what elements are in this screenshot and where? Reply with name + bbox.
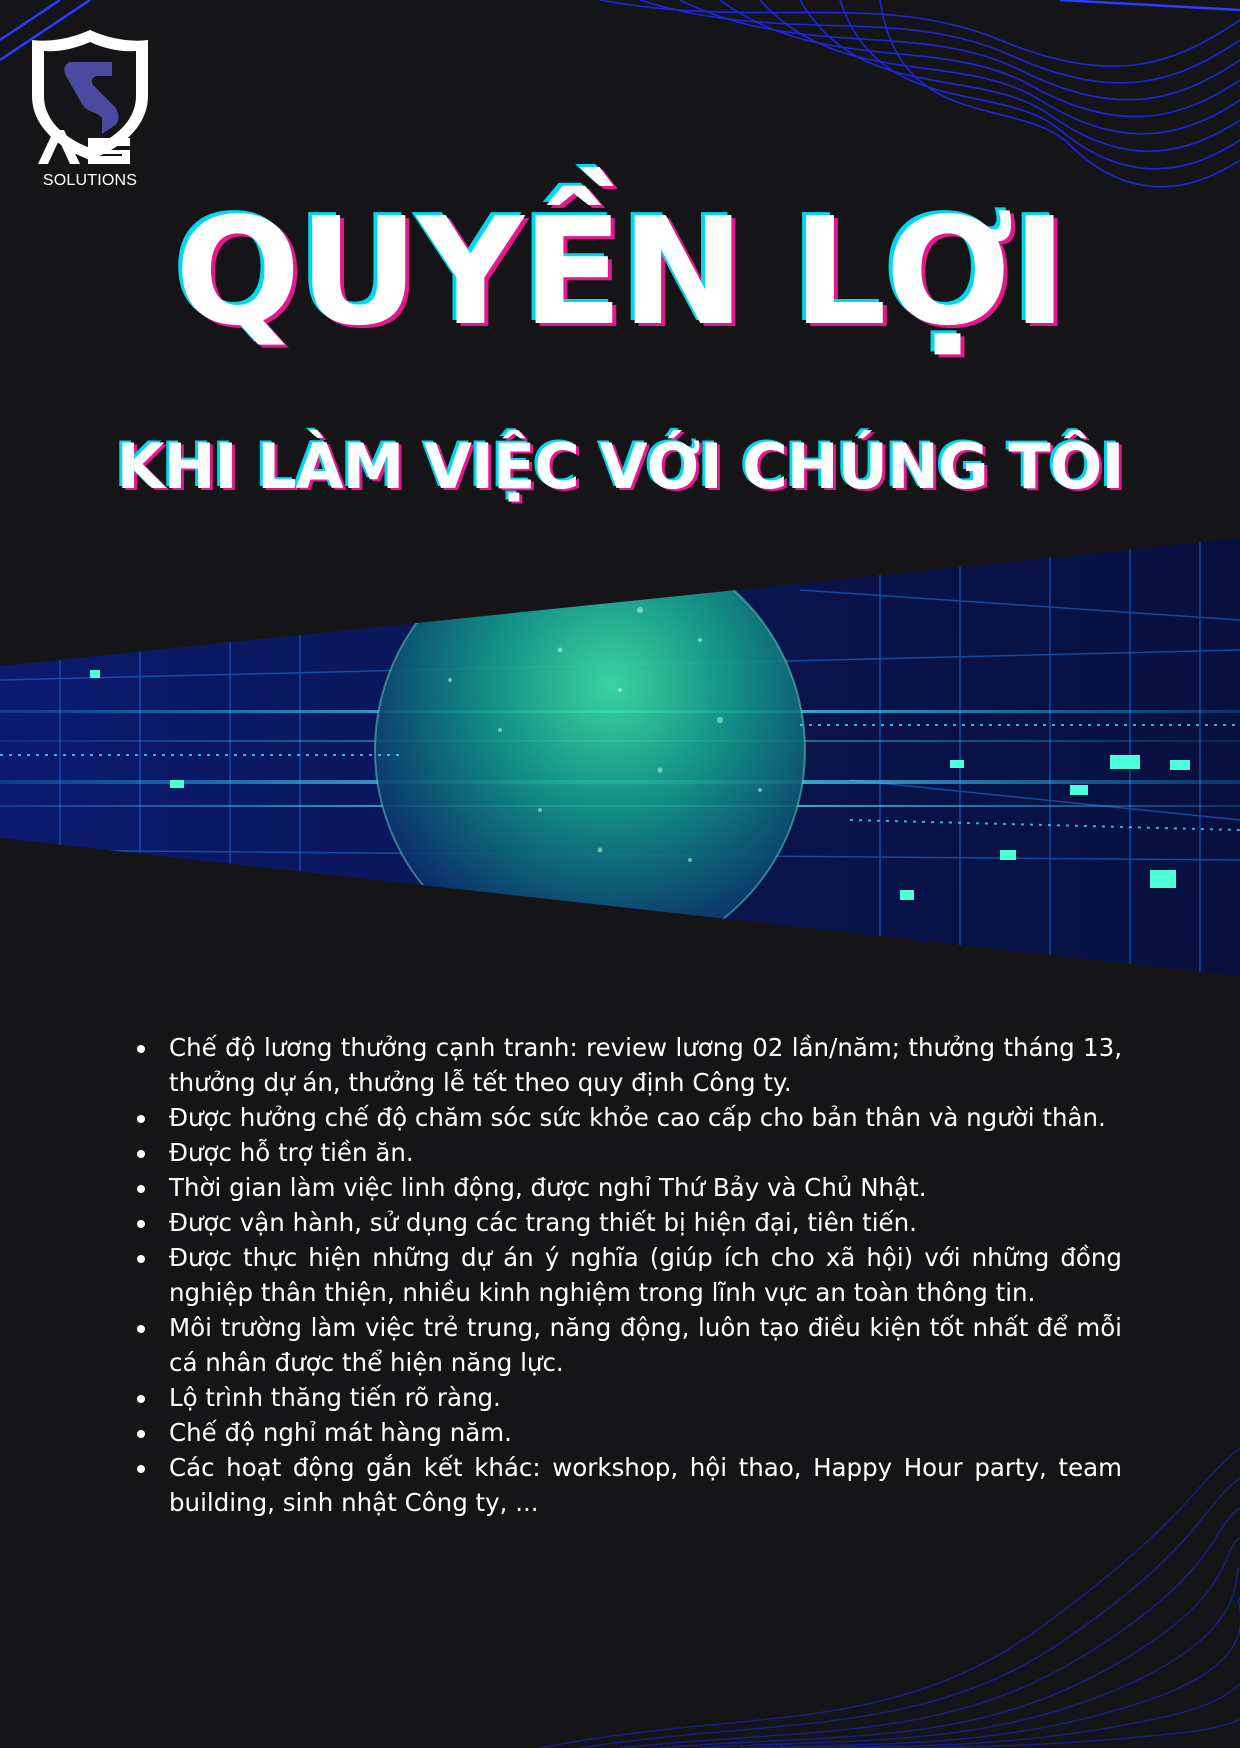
bullet-icon bbox=[137, 1150, 145, 1158]
list-item bbox=[134, 1450, 1122, 1520]
bullet-icon bbox=[137, 1430, 145, 1438]
digital-globe-network-image bbox=[0, 530, 1240, 990]
company-logo bbox=[28, 26, 152, 196]
benefit-text: Được hỗ trợ tiền ăn. bbox=[169, 1138, 414, 1167]
benefit-text: Lộ trình thăng tiến rõ ràng. bbox=[169, 1383, 501, 1412]
bullet-icon bbox=[137, 1185, 145, 1193]
bullet-icon bbox=[137, 1465, 145, 1473]
benefit-text: Được vận hành, sử dụng các trang thiết bị hiện đại, tiên tiến. bbox=[169, 1208, 917, 1237]
benefit-text: Thời gian làm việc linh động, được nghỉ Thứ Bảy và Chủ Nhật. bbox=[169, 1173, 927, 1202]
benefit-text: Được thực hiện những dự án ý nghĩa (giúp ích cho xã hội) với những đồng nghiệp thân thiện, nhiều kinh nghiệm trong lĩnh vực an toàn thông tin. bbox=[169, 1243, 1122, 1307]
bullet-icon bbox=[137, 1255, 145, 1263]
logo-company-text: SOLUTIONS bbox=[42, 172, 138, 189]
bullet-icon bbox=[137, 1115, 145, 1123]
bullet-icon bbox=[137, 1395, 145, 1403]
benefit-text: Các hoạt động gắn kết khác: workshop, hội thao, Happy Hour party, team building, sinh nhật Công ty, ... bbox=[169, 1453, 1122, 1517]
list-item bbox=[134, 1310, 1122, 1380]
list-item bbox=[134, 1170, 1122, 1205]
benefit-text: Chế độ nghỉ mát hàng năm. bbox=[169, 1418, 512, 1447]
list-item bbox=[134, 1415, 1122, 1450]
shield-logo-icon bbox=[28, 26, 152, 176]
bullet-icon bbox=[137, 1220, 145, 1228]
benefit-text: Môi trường làm việc trẻ trung, năng động, luôn tạo điều kiện tốt nhất để mỗi cá nhân được thể hiện năng lực. bbox=[169, 1313, 1122, 1377]
bullet-icon bbox=[137, 1325, 145, 1333]
list-item bbox=[134, 1100, 1122, 1135]
list-item bbox=[134, 1205, 1122, 1240]
benefit-text: Được hưởng chế độ chăm sóc sức khỏe cao cấp cho bản thân và người thân. bbox=[169, 1103, 1106, 1132]
bullet-icon bbox=[137, 1045, 145, 1053]
benefit-text: Chế độ lương thưởng cạnh tranh: review lương 02 lần/năm; thưởng tháng 13, thưởng dự án, thưởng lễ tết theo quy định Công ty. bbox=[169, 1033, 1122, 1097]
page-subtitle: KHI LÀM VIỆC VỚI CHÚNG TÔI bbox=[116, 430, 1124, 503]
benefits-list bbox=[134, 1030, 1122, 1520]
list-item bbox=[134, 1240, 1122, 1310]
list-item bbox=[134, 1135, 1122, 1170]
list-item bbox=[134, 1380, 1122, 1415]
page-title: QUYỀN LỢI bbox=[174, 186, 1066, 358]
list-item bbox=[134, 1030, 1122, 1100]
